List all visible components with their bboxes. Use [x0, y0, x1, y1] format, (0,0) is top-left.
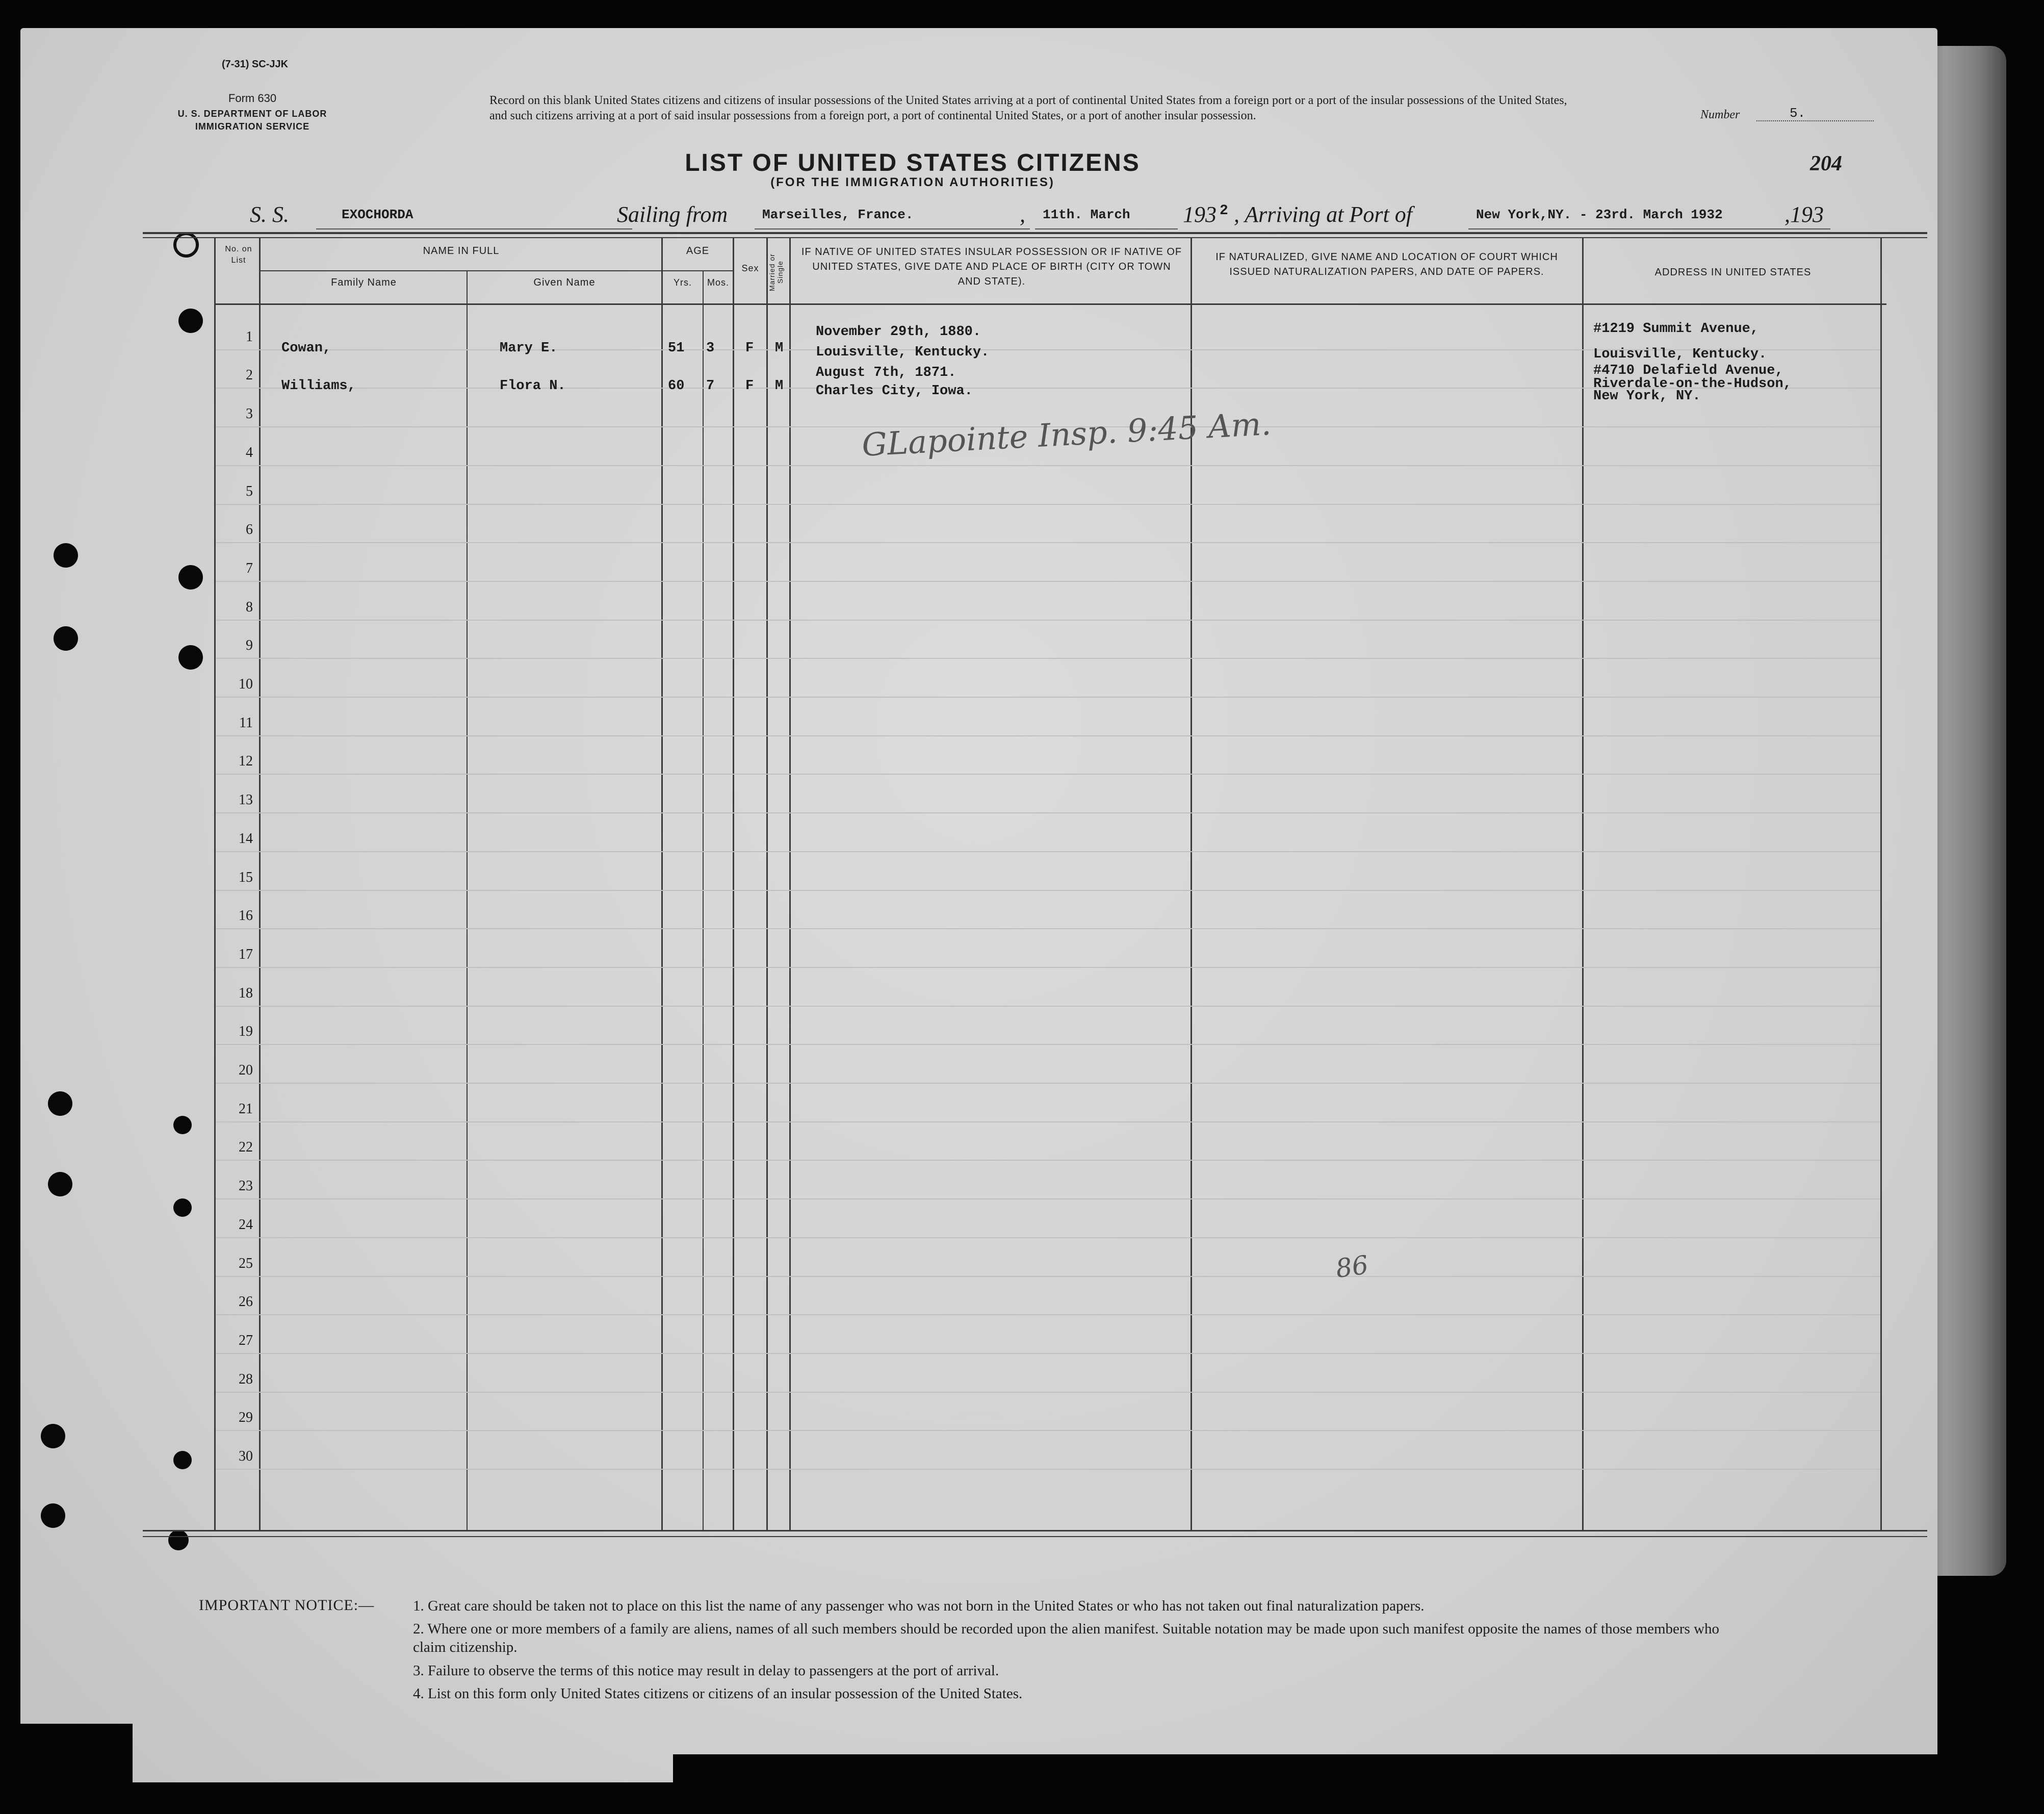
header-address: ADDRESS IN UNITED STATES — [1654, 267, 1812, 278]
entry-age-months: 3 — [706, 341, 715, 356]
paper-tear-left — [0, 1724, 133, 1785]
row-rule — [216, 1314, 1880, 1315]
row-number: 24 — [239, 1217, 253, 1233]
row-number: 12 — [239, 753, 253, 769]
column-rule — [766, 238, 768, 1530]
entry-address-line3: New York, NY. — [1593, 389, 1701, 404]
row-rule — [216, 581, 1880, 582]
row-number: 5 — [246, 483, 253, 499]
notice-label: IMPORTANT NOTICE:— — [199, 1597, 375, 1614]
row-number: 15 — [239, 870, 253, 885]
header-married-single: Married or Single — [768, 253, 784, 291]
row-number: 17 — [239, 947, 253, 962]
number-label: Number — [1700, 108, 1740, 121]
row-rule — [216, 774, 1880, 775]
row-rule — [216, 697, 1880, 698]
notice-item: 4. List on this form only United States citizens or citizens of an insular possession of the United States. — [413, 1685, 1023, 1702]
form-code: (7-31) SC-JJK — [222, 59, 289, 70]
notice-item: 3. Failure to observe the terms of this notice may result in delay to passengers at the port of arrival. — [413, 1663, 999, 1679]
row-rule — [216, 542, 1880, 543]
column-rule — [259, 238, 261, 1530]
row-rule — [216, 658, 1880, 659]
row-number: 7 — [246, 560, 253, 576]
header-no-on-list: No. on List — [225, 245, 252, 265]
entry-family-name: Williams, — [281, 378, 356, 394]
entry-birth-place: Louisville, Kentucky. — [816, 345, 990, 360]
binder-hole — [41, 1503, 65, 1528]
row-rule — [216, 1353, 1880, 1354]
entry-age-years: 51 — [668, 341, 685, 356]
row-rule — [216, 812, 1880, 813]
ship-underline — [316, 228, 632, 229]
row-rule — [216, 1083, 1880, 1084]
year-prefix: 193 — [1183, 202, 1217, 227]
form-subtitle: (FOR THE IMMIGRATION AUTHORITIES) — [770, 175, 1055, 189]
year-digit: 2 — [1220, 203, 1228, 219]
row-number: 9 — [246, 637, 253, 653]
entry-address-line1: #4710 Delafield Avenue, — [1593, 363, 1783, 378]
header-birth: IF NATIVE OF UNITED STATES INSULAR POSSESSION OR IF NATIVE OF UNITED STATES, GIVE DATE AND PLACE OF BIRTH (CITY OR TOWN AND STATE). — [801, 246, 1182, 287]
from-underline — [755, 228, 1030, 229]
department-name: U. S. DEPARTMENT OF LABOR — [177, 109, 327, 119]
year-suffix: ,193 — [1784, 202, 1824, 227]
column-rule — [467, 270, 468, 1530]
row-number: 25 — [239, 1256, 253, 1271]
binder-hole — [41, 1424, 65, 1448]
row-rule — [216, 620, 1880, 621]
handwritten-note: 86 — [1334, 1249, 1370, 1284]
column-rule — [733, 238, 734, 1530]
row-number: 8 — [246, 599, 253, 615]
binder-hole — [173, 1451, 192, 1469]
row-rule — [216, 851, 1880, 852]
column-rule — [703, 270, 704, 1530]
binder-hole — [178, 309, 203, 333]
row-rule — [216, 1121, 1880, 1122]
notice-item: 2. Where one or more members of a family are aliens, names of all such members should be recorded upon the alien manifest. Suitable notation may be made upon such manifest opposite the names of those members who claim citizenship. — [413, 1621, 1720, 1655]
table-bottom-border-2 — [143, 1536, 1927, 1537]
row-rule — [216, 1006, 1880, 1007]
row-number: 26 — [239, 1294, 253, 1310]
entry-age-years: 60 — [668, 378, 685, 394]
entry-age-months: 7 — [706, 378, 715, 394]
header-family-name: Family Name — [331, 277, 397, 288]
date-underline — [1035, 228, 1178, 229]
row-rule — [216, 1392, 1880, 1393]
binder-hole — [48, 1091, 72, 1116]
entry-birth-date: November 29th, 1880. — [816, 324, 981, 340]
ship-name: EXOCHORDA — [342, 207, 413, 222]
row-rule — [216, 504, 1880, 505]
binder-hole — [168, 1530, 189, 1550]
row-number: 29 — [239, 1410, 253, 1425]
row-rule — [216, 1044, 1880, 1045]
row-number: 30 — [239, 1448, 253, 1464]
row-number: 11 — [239, 715, 253, 731]
binder-hole — [178, 565, 203, 590]
binder-hole — [173, 1116, 192, 1134]
number-underline — [1756, 120, 1874, 121]
arriving-label: , Arriving at Port of — [1234, 202, 1412, 227]
row-number: 2 — [246, 367, 253, 383]
notice-item: 1. Great care should be taken not to place on this list the name of any passenger who was not born in the United States or who has not taken out final naturalization papers. — [413, 1598, 1425, 1614]
column-rule — [789, 238, 791, 1530]
arrival-port-date: New York,NY. - 23rd. March 1932 — [1476, 207, 1723, 222]
row-number: 22 — [239, 1139, 253, 1155]
header-naturalized: IF NATURALIZED, GIVE NAME AND LOCATION OF COURT WHICH ISSUED NATURALIZATION PAPERS, AND DATE OF PAPERS. — [1215, 251, 1558, 277]
entry-address-line1: #1219 Summit Avenue, — [1593, 321, 1759, 337]
row-number: 27 — [239, 1333, 253, 1348]
table-top-border-2 — [143, 237, 1927, 238]
entry-birth-place: Charles City, Iowa. — [816, 384, 973, 399]
header-age: AGE — [686, 245, 710, 257]
entry-marital: M — [775, 378, 784, 394]
header-given-name: Given Name — [533, 277, 596, 288]
row-number: 18 — [239, 985, 253, 1001]
inspector-signature: GLapointe Insp. 9:45 Am. — [861, 405, 1272, 464]
entry-birth-date: August 7th, 1871. — [816, 365, 956, 380]
entry-given-name: Flora N. — [500, 378, 566, 394]
row-number: 10 — [239, 676, 253, 692]
row-rule — [216, 967, 1880, 968]
row-rule — [216, 1469, 1880, 1470]
header-name-in-full: NAME IN FULL — [423, 245, 500, 257]
binder-hole — [173, 1198, 192, 1217]
row-rule — [216, 928, 1880, 929]
row-number: 28 — [239, 1371, 253, 1387]
age-subheader-rule — [662, 270, 733, 271]
row-number: 19 — [239, 1024, 253, 1039]
entry-family-name: Cowan, — [281, 341, 331, 356]
row-rule — [216, 890, 1880, 891]
column-rule — [661, 238, 663, 1530]
column-rule — [1582, 238, 1584, 1530]
column-rule — [1880, 238, 1882, 1530]
from-port: Marseilles, France. — [762, 207, 914, 222]
comma-sep: , — [1020, 202, 1025, 227]
row-number: 1 — [246, 329, 253, 345]
row-number: 16 — [239, 908, 253, 924]
paper-tear-bottom — [673, 1754, 1948, 1795]
binder-hole — [48, 1172, 72, 1196]
header-yrs: Yrs. — [673, 277, 692, 288]
column-rule — [214, 238, 216, 1530]
sheet-number: 204 — [1810, 152, 1842, 175]
manifest-sheet — [20, 28, 1937, 1782]
row-number: 21 — [239, 1101, 253, 1117]
form-instructions: Record on this blank United States citizens and citizens of insular possessions of the United States arriving at a port of continental United States from a foreign port or a port of the insular possessions of the United States, and such citizens arriving at a port of said insular possessions from a foreign port, a port of continental United States, or a port of another insular possession. — [489, 94, 1567, 122]
row-rule — [216, 1160, 1880, 1161]
ss-label: S. S. — [250, 202, 289, 227]
entry-marital: M — [775, 341, 784, 356]
binder-ring — [173, 232, 199, 258]
name-subheader-rule — [260, 270, 661, 271]
row-rule — [216, 465, 1880, 466]
list-number: 5. — [1790, 106, 1806, 121]
binder-hole — [54, 543, 78, 568]
row-number: 20 — [239, 1062, 253, 1078]
header-sex: Sex — [741, 263, 759, 273]
binder-hole — [178, 645, 203, 670]
form-title: LIST OF UNITED STATES CITIZENS — [685, 149, 1141, 176]
form-number: Form 630 — [228, 92, 277, 105]
service-name: IMMIGRATION SERVICE — [195, 121, 310, 132]
sailing-label: Sailing from — [617, 202, 728, 227]
row-number: 14 — [239, 831, 253, 847]
binder-hole — [54, 626, 78, 651]
row-rule — [216, 1276, 1880, 1277]
entry-given-name: Mary E. — [500, 341, 558, 356]
row-rule — [216, 1198, 1880, 1199]
row-number: 3 — [246, 406, 253, 422]
entry-address-line2: Riverdale-on-the-Hudson, — [1593, 376, 1792, 392]
row-rule — [216, 735, 1880, 736]
row-number: 4 — [246, 445, 253, 461]
table-bottom-border — [143, 1530, 1927, 1531]
header-mos: Mos. — [707, 277, 729, 288]
row-number: 23 — [239, 1178, 253, 1194]
row-rule — [216, 1237, 1880, 1238]
sail-date: 11th. March — [1043, 207, 1130, 222]
table-top-border — [143, 232, 1927, 234]
entry-address-line2: Louisville, Kentucky. — [1593, 347, 1767, 362]
header-bottom-border — [214, 303, 1886, 305]
entry-sex: F — [745, 378, 754, 394]
arrival-underline — [1468, 228, 1830, 229]
row-number: 6 — [246, 522, 253, 538]
entry-sex: F — [745, 341, 754, 356]
row-number: 13 — [239, 792, 253, 808]
row-rule — [216, 1430, 1880, 1431]
